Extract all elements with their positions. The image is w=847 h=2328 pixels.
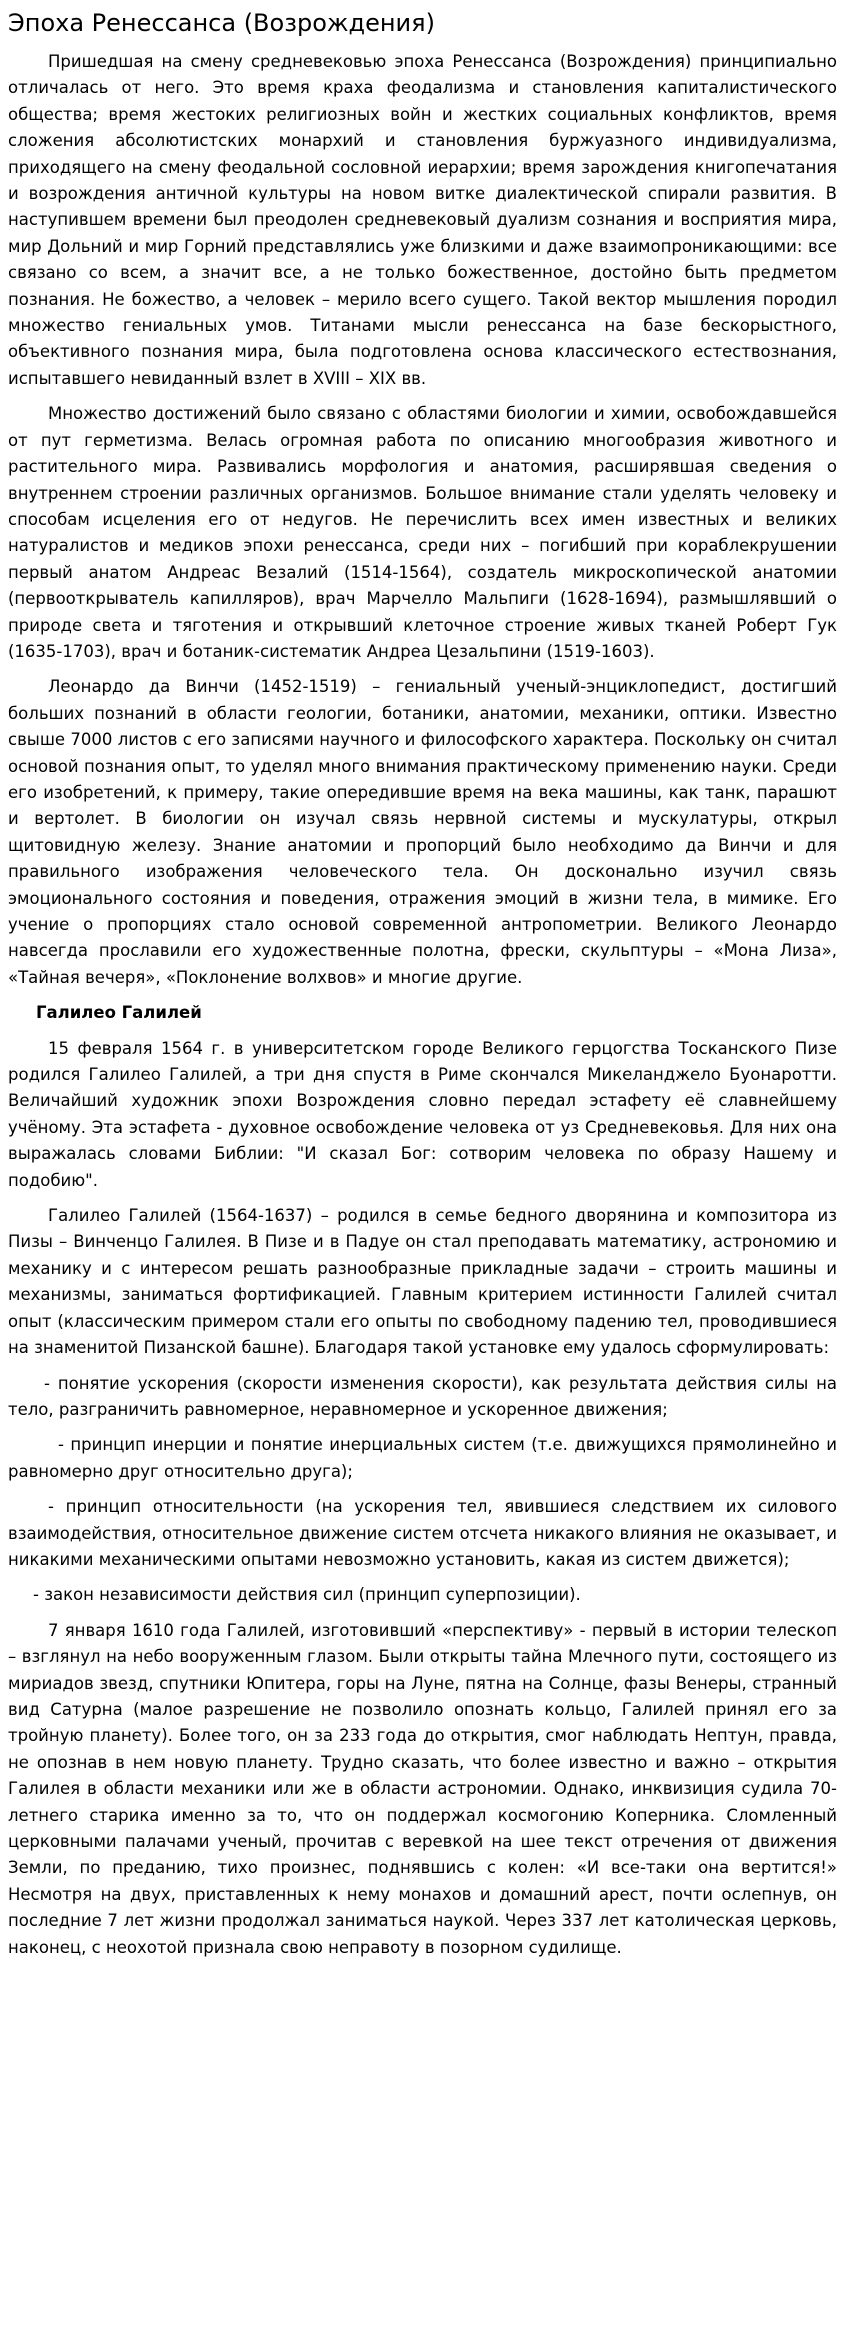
list-item: - принцип инерции и понятие инерциальных систем (т.е. движущихся прямолинейно и равномерно друг относительно друга); bbox=[8, 1435, 837, 1481]
paragraph-galileo-birth: 15 февраля 1564 г. в университетском городе Великого герцогства Тосканского Пизе родился Галилео Галилей, а три дня спустя в Риме скончался Микеланджело Буонаротти. Величайший художник эпохи Возрождения словно передал эстафету её славнейшему учёному. Эта эстафета - духовное освобождение человека от уз Средневековья. Для них она выражалась словами Библии: "И сказал Бог: сотворим человека по образу Нашему и подобию". bbox=[8, 1038, 837, 1190]
section-heading-galileo: Галилео Галилей bbox=[36, 1003, 202, 1023]
paragraph-biology: Множество достижений было связано с областями биологии и химии, освобождавшейся от пут герметизма. Велась огромная работа по описанию многообразия животного и растительного мира. Развивались морфология и анатомия, расширявшая сведения о внутреннем строении различных организмов. Большое внимание стали уделять человеку и способам исцеления его от недугов. Не перечислить всех имен известных и великих натуралистов и медиков эпохи ренессанса, среди них – погибший при кораблекрушении первый анатом Андреас Везалий (1514-1564), создатель микроскопической анатомии (первооткрыватель капилляров), врач Марчелло Мальпиги (1628-1694), размышлявший о природе света и тяготения и открывший клеточное строение живых тканей Роберт Гук (1635-1703), врач и ботаник-систематик Андреа Цезальпини (1519-1603). bbox=[8, 404, 837, 661]
list-item: - понятие ускорения (скорости изменения скорости), как результата действия силы на тело, разграничить равномерное, неравномерное и ускоренное движения; bbox=[8, 1373, 837, 1419]
paragraph-galileo-bio: Галилео Галилей (1564-1637) – родился в семье бедного дворянина и композитора из Пизы – Винченцо Галилея. В Пизе и в Падуе он стал преподавать математику, астрономию и механику и с интересом решать разнообразные прикладные задачи – строить машины и механизмы, заниматься фортификацией. Главным критерием истинности Галилей считал опыт (классическим примером стали его опыты по свободному падению тел, проводившиеся на знаменитой Пизанской башне). Благодаря такой установке ему удалось сформулировать: bbox=[8, 1206, 837, 1358]
paragraph-telescope: 7 января 1610 года Галилей, изготовивший «перспективу» - первый в истории телескоп – взглянул на небо вооруженным глазом. Были открыты тайна Млечного пути, состоящего из мириадов звезд, спутники Юпитера, горы на Луне, пятна на Солнце, фазы Венеры, странный вид Сатурна (малое разрешение не позволило опознать кольцо, Галилей принял его за тройную планету). Более того, он за 233 года до открытия, смог наблюдать Нептун, правда, не опознав в нем новую планету. Трудно сказать, что более известно и важно – открытия Галилея в области механики или же в области астрономии. Однако, инквизиция судила 70-летнего старика именно за то, что он поддержал космогонию Коперника. Сломленный церковными палачами ученый, прочитав с веревкой на шее текст отречения от движения Земли, по преданию, тихо произнес, поднявшись с колен: «И все-таки она вертится!» Несмотря на двух, приставленных к нему монахов и домашний арест, почти ослепнув, он последние 7 лет жизни продолжал заниматься наукой. Через 337 лет католическая церковь, наконец, с неохотой признала свою неправоту в позорном судилище. bbox=[8, 1620, 837, 1957]
list-item: - закон независимости действия сил (принцип суперпозиции). bbox=[33, 1585, 581, 1605]
paragraph-leonardo: Леонардо да Винчи (1452-1519) – гениальный ученый-энциклопедист, достигший больших познаний в области геологии, ботаники, анатомии, механики, оптики. Известно свыше 7000 листов с его записями научного и философского характера. Поскольку он считал основой познания опыт, то уделял много внимания практическому применению науки. Среди его изобретений, к примеру, такие опередившие время на века машины, как танк, парашют и вертолет. В биологии он изучал связь нервной системы и мускулатуры, открыл щитовидную железу. Знание анатомии и пропорций было необходимо да Винчи и для правильного изображения человеческого тела. Он досконально изучил связь эмоционального состояния и поведения, отражения эмоций в жизни тела, в мимике. Его учение о пропорциях стало основой современной антропометрии. Великого Леонардо навсегда прославили его художественные полотна, фрески, скульптуры – «Мона Лиза», «Тайная вечеря», «Поклонение волхвов» и многие другие. bbox=[8, 677, 837, 987]
page-title: Эпоха Ренессанса (Возрождения) bbox=[8, 9, 435, 37]
list-item: - принцип относительности (на ускорения тел, явившиеся следствием их силового взаимодействия, относительное движение систем отсчета никакого влияния не оказывает, и никакими механическими опытами невозможно установить, какая из систем движется); bbox=[8, 1497, 837, 1569]
paragraph-intro: Пришедшая на смену средневековью эпоха Ренессанса (Возрождения) принципиально отличалась от него. Это время краха феодализма и становления капиталистического общества; время жестоких религиозных войн и жестких социальных конфликтов, время сложения абсолютистских монархий и становления буржуазного индивидуализма, приходящего на смену феодальной сословной иерархии; время зарождения книгопечатания и возрождения античной культуры на новом витке диалектической спирали развития. В наступившем времени был преодолен средневековый дуализм сознания и восприятия мира, мир Дольний и мир Горний представлялись уже близкими и даже взаимопроникающими: все связано со всем, а значит все, а не только божественное, достойно быть предметом познания. Не божество, а человек – мерило всего сущего. Такой вектор мышления породил множество гениальных умов. Титанами мысли ренессанса на базе бескорыстного, объективного познания мира, была подготовлена основа классического естествознания, испытавшего невиданный взлет в XVIII – XIX вв. bbox=[8, 52, 837, 388]
